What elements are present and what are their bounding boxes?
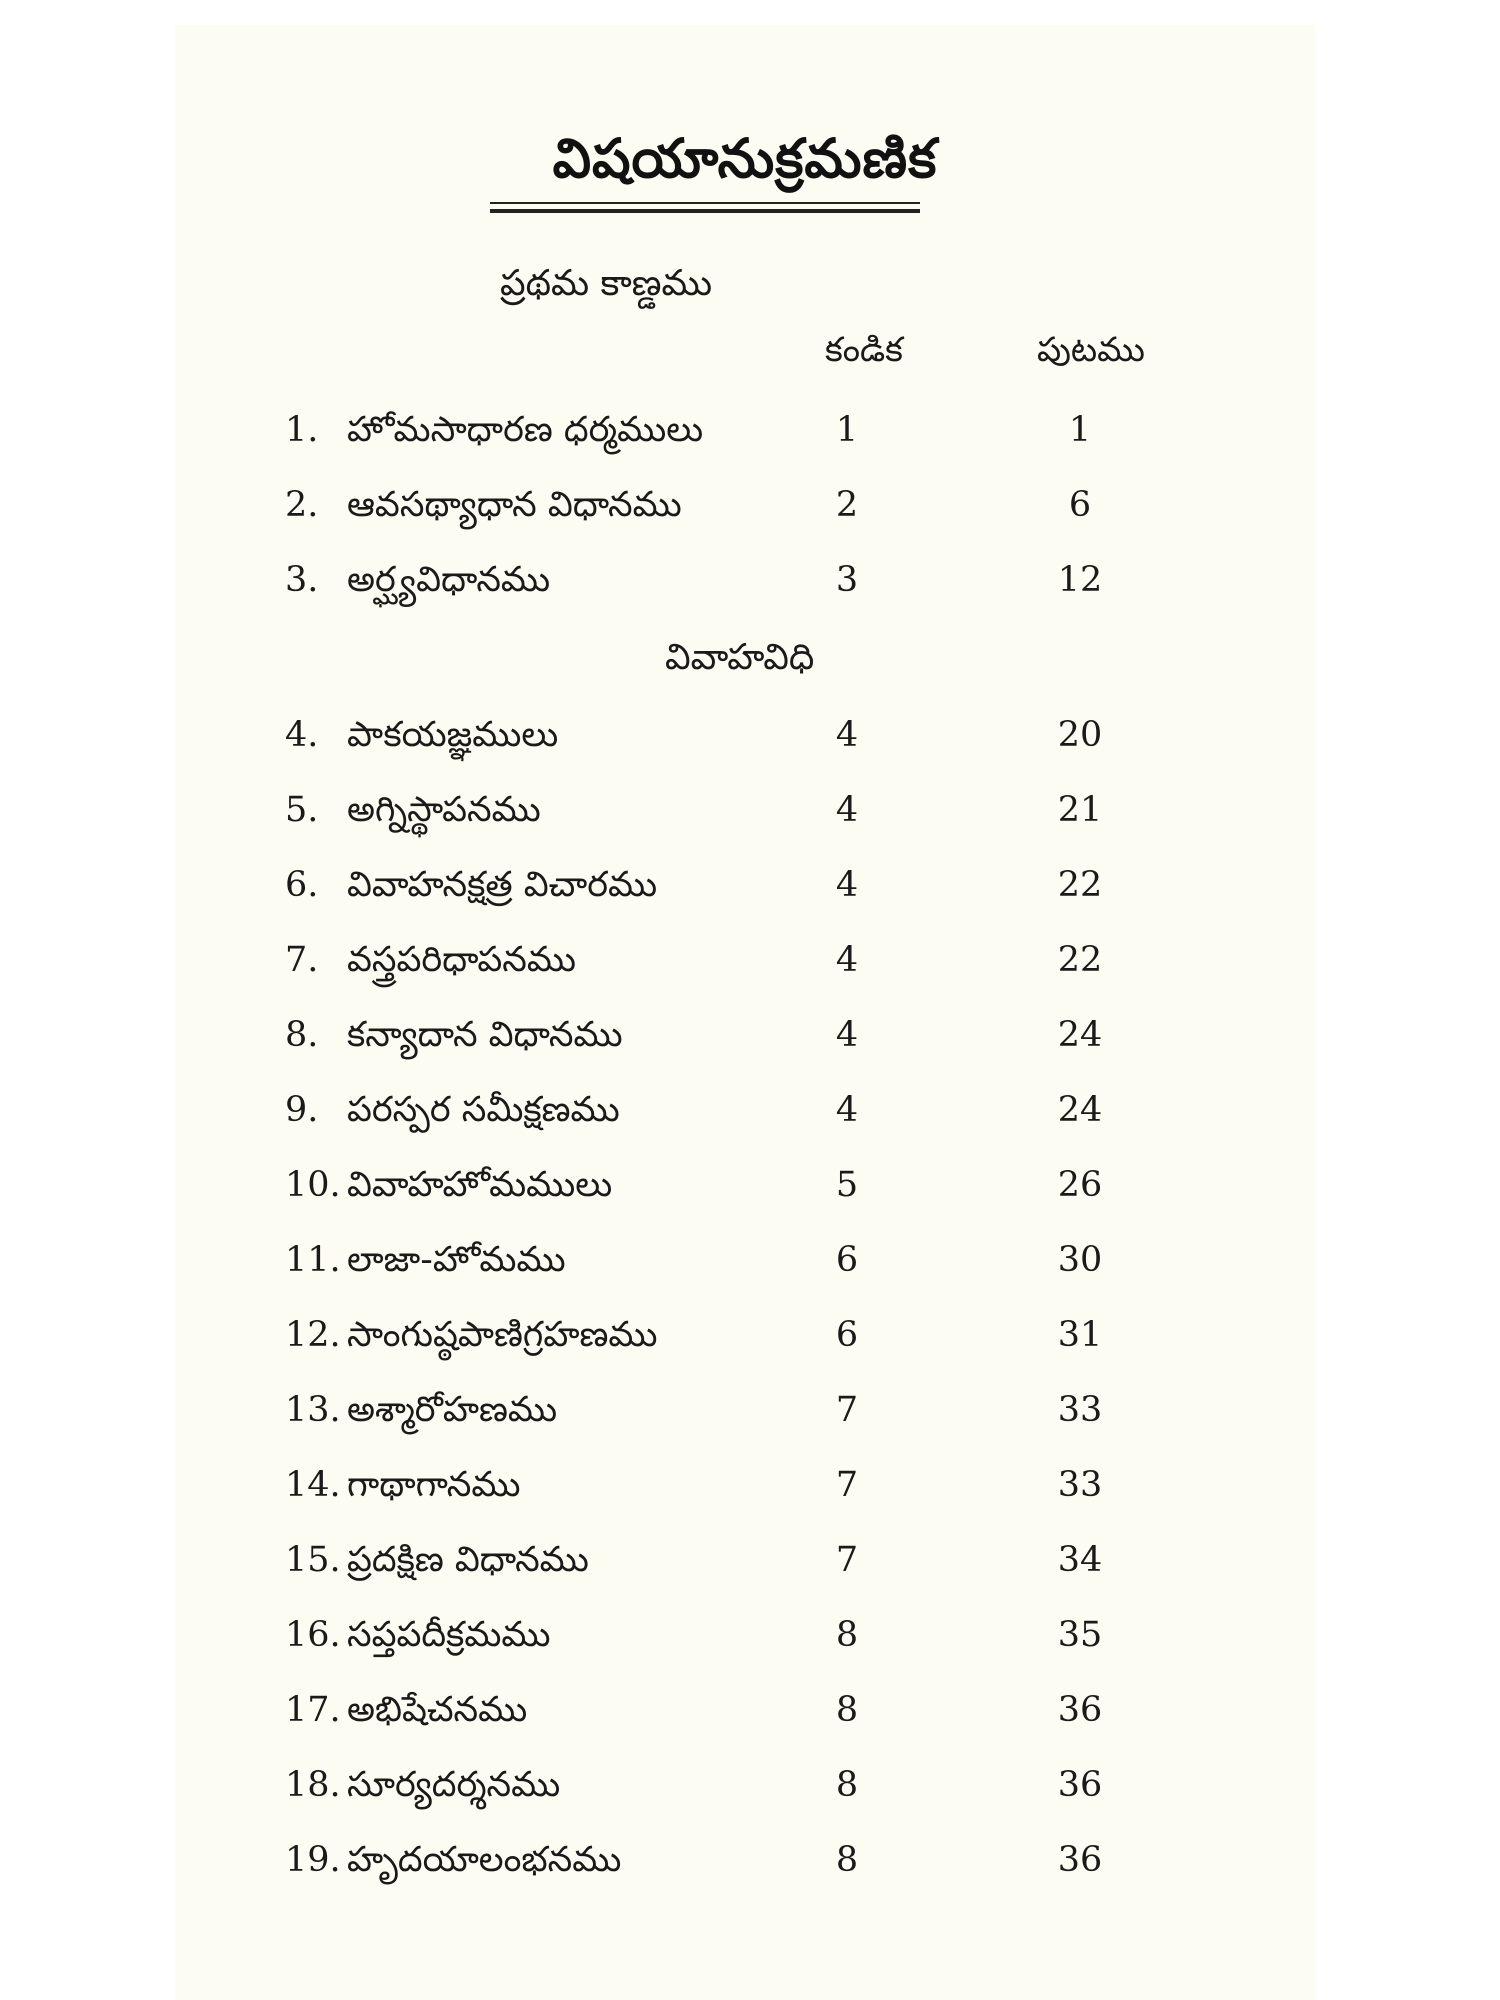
toc-row [175,485,1315,535]
toc-row [175,790,1315,840]
entry-number: 18. [285,1765,341,1805]
entry-title: సాంగుష్ఠపాణిగ్రహణము [347,1315,658,1355]
entry-title: గాథాగానము [347,1465,521,1505]
entry-title: లాజా-హోమము [347,1240,566,1280]
entry-kandika: 7 [835,1390,859,1430]
entry-title: వస్త్రపరిధాపనము [347,940,577,980]
toc-row [175,410,1315,460]
entry-page: 26 [1057,1165,1103,1205]
entry-kandika: 4 [835,865,859,905]
entry-number: 11. [285,1240,341,1280]
toc-row [175,865,1315,915]
column-header-kandika: కండిక [825,330,903,370]
entry-title: వివాహనక్షత్ర విచారము [347,865,658,905]
entry-kandika: 3 [835,560,859,600]
entry-page: 36 [1057,1840,1103,1880]
entry-page: 36 [1057,1690,1103,1730]
entry-title: ప్రదక్షిణ విధానము [347,1540,589,1580]
entry-page: 22 [1057,865,1103,905]
entry-number: 9. [285,1090,319,1130]
entry-page: 33 [1057,1390,1103,1430]
entry-number: 7. [285,940,319,980]
entry-kandika: 4 [835,1015,859,1055]
toc-row [175,1540,1315,1590]
entry-number: 2. [285,485,319,525]
entry-title: సప్తపదీక్రమము [347,1615,551,1655]
entry-page: 31 [1057,1315,1103,1355]
toc-row [175,1165,1315,1215]
entry-page: 24 [1057,1090,1103,1130]
entry-kandika: 8 [835,1615,859,1655]
toc-row [175,1840,1315,1890]
entry-title: కన్యాదాన విధానము [347,1015,623,1055]
entry-number: 13. [285,1390,341,1430]
entry-kandika: 4 [835,790,859,830]
entry-number: 4. [285,715,319,755]
entry-kandika: 8 [835,1840,859,1880]
entry-number: 3. [285,560,319,600]
entry-page: 35 [1057,1615,1103,1655]
entry-number: 19. [285,1840,341,1880]
toc-row [175,1615,1315,1665]
entry-title: పాకయజ్ఞములు [347,715,559,755]
entry-kandika: 6 [835,1315,859,1355]
entry-number: 1. [285,410,319,450]
entry-title: ఆవసథ్యాధాన విధానము [347,485,682,525]
entry-number: 15. [285,1540,341,1580]
section-heading-vivaha-vidhi: వివాహవిధి [665,637,815,678]
entry-number: 12. [285,1315,341,1355]
entry-title: అశ్మారోహణము [347,1390,558,1430]
entry-kandika: 7 [835,1465,859,1505]
entry-title: వివాహహోమములు [347,1165,613,1205]
title-underline-thin [490,202,920,204]
entry-number: 17. [285,1690,341,1730]
entry-title: హృదయాలంభనము [347,1840,622,1880]
toc-row [175,1090,1315,1140]
entry-title: అగ్నిస్థాపనము [347,790,541,830]
entry-kandika: 4 [835,715,859,755]
entry-page: 20 [1057,715,1103,755]
toc-row [175,940,1315,990]
column-header-page: పుటము [1037,330,1145,370]
entry-title: హోమసాధారణ ధర్మములు [347,410,704,450]
entry-kandika: 6 [835,1240,859,1280]
entry-kandika: 8 [835,1765,859,1805]
entry-page: 21 [1057,790,1103,830]
entry-number: 10. [285,1165,341,1205]
entry-number: 16. [285,1615,341,1655]
entry-number: 6. [285,865,319,905]
section-heading-prathama-kanda: ప్రథమ కాణ్డము [500,263,713,304]
toc-row [175,1015,1315,1065]
entry-page: 33 [1057,1465,1103,1505]
toc-row [175,560,1315,610]
entry-kandika: 5 [835,1165,859,1205]
entry-title: సూర్యదర్శనము [347,1765,561,1805]
entry-title: అర్ఘ్యవిధానము [347,560,551,600]
toc-row [175,1390,1315,1440]
entry-kandika: 8 [835,1690,859,1730]
page-title: విషయానుక్రమణిక [552,127,938,190]
toc-row [175,1315,1315,1365]
toc-row [175,1690,1315,1740]
toc-row [175,1240,1315,1290]
entry-number: 5. [285,790,319,830]
entry-page: 24 [1057,1015,1103,1055]
entry-title: పరస్పర సమీక్షణము [347,1090,620,1130]
entry-page: 36 [1057,1765,1103,1805]
entry-number: 8. [285,1015,319,1055]
entry-page: 1 [1068,410,1092,450]
entry-kandika: 1 [835,410,859,450]
toc-row [175,1465,1315,1515]
entry-kandika: 7 [835,1540,859,1580]
entry-kandika: 4 [835,1090,859,1130]
book-page [175,25,1315,2000]
entry-page: 30 [1057,1240,1103,1280]
entry-page: 6 [1068,485,1092,525]
entry-page: 22 [1057,940,1103,980]
entry-kandika: 2 [835,485,859,525]
entry-page: 12 [1057,560,1103,600]
title-underline-thick [490,209,920,213]
entry-number: 14. [285,1465,341,1505]
entry-title: అభిషేచనము [347,1690,528,1730]
toc-row [175,1765,1315,1815]
entry-kandika: 4 [835,940,859,980]
entry-page: 34 [1057,1540,1103,1580]
toc-row [175,715,1315,765]
